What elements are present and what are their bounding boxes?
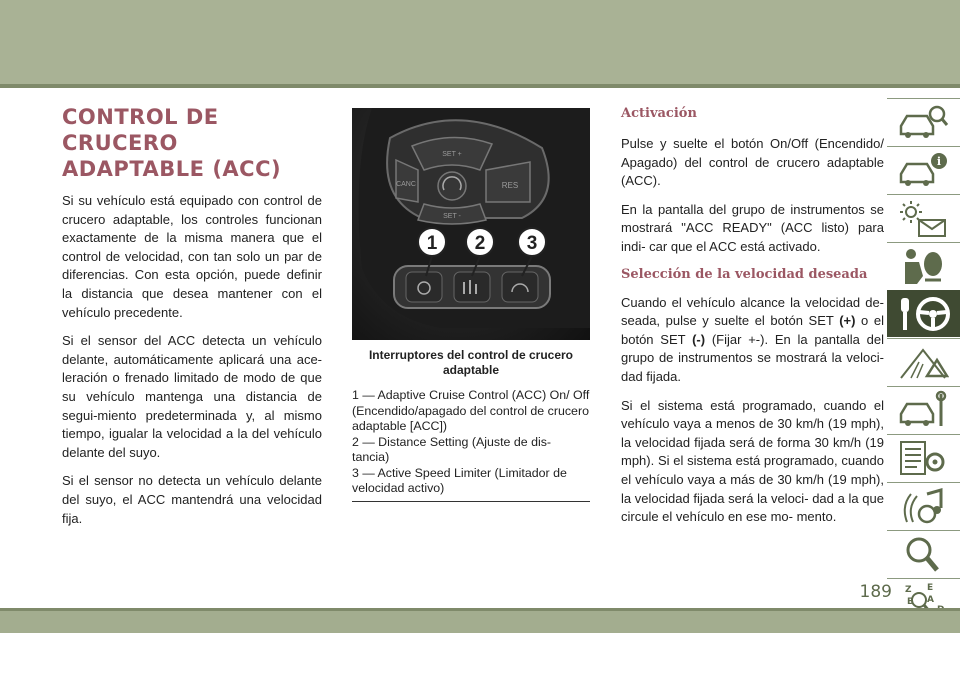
activation-paragraph-1: Pulse y suelte el botón On/Off (Encendido/ Apagado) del control de crucero adaptable (ACC). — [621, 136, 884, 189]
callout-2-number: 2 — [474, 233, 486, 254]
speed-text-a: Cuando el vehículo alcance la velocidad de- seada, pulse y suelte el botón SET — [621, 294, 884, 329]
index-letter-a: A — [927, 595, 934, 605]
activation-heading: Activación — [621, 106, 697, 121]
speed-text-c: (Fijar +-). En la pantalla del grupo de instrumentos se mostrará la veloci- dad fijada. — [621, 331, 884, 384]
road-warning-triangle-icon — [897, 342, 949, 382]
header-band — [0, 0, 960, 84]
res-label: RES — [501, 181, 519, 190]
callout-3-number: 3 — [526, 233, 538, 254]
sensor-detect-paragraph: Si el sensor del ACC detecta un vehículo delante, automáticamente aplicará una ace-leración o frenado limitado de modo de que su vehículo mantenga una distancia de segui-miento predeterminada y, al mismo tiempo, igualar la velocidad a la del vehículo delante del suyo. — [62, 333, 322, 460]
set-plus-text: (+) — [839, 313, 856, 329]
figure-caption-item-2: 2 — Distance Setting (Ajuste de dis- tancia) — [352, 434, 552, 464]
tab-servicing[interactable] — [887, 386, 960, 433]
tab-warning-lights[interactable] — [887, 194, 960, 241]
index-letter-b: B — [907, 597, 914, 607]
set-plus-label: SET + — [442, 151, 462, 158]
steering-wheel-switches-illustration — [352, 108, 590, 340]
tab-specifications[interactable] — [887, 434, 960, 481]
set-minus-label: SET - — [443, 213, 461, 220]
header-rule — [0, 84, 960, 88]
sensor-no-detect-paragraph: Si el sensor no detecta un vehículo delante del suyo, el ACC mantendrá una velocidad fija. — [62, 473, 322, 526]
figure-caption-item-3: 3 — Active Speed Limiter (Limitador de velocidad activo) — [352, 465, 567, 495]
tab-safety[interactable] — [887, 242, 960, 289]
figure-caption-item-1: 1 — Adaptive Cruise Control (ACC) On/ Off (Encendido/apagado del control de crucero adaptable [ACC]) — [352, 388, 590, 433]
index-letter-z: Z — [905, 585, 912, 595]
acc-onoff-button — [406, 272, 442, 302]
key-steering-wheel-icon — [897, 294, 953, 334]
main-text-column — [62, 104, 322, 538]
right-text-column — [621, 106, 884, 537]
tab-multimedia[interactable] — [887, 482, 960, 529]
speed-limiter-button — [502, 272, 538, 302]
speed-text-b: o el botón SET — [621, 313, 885, 347]
music-navigation-icon — [897, 486, 949, 526]
search-icon — [897, 534, 949, 574]
canc-label: CANC — [396, 181, 416, 188]
callout-1-number: 1 — [426, 233, 438, 254]
tab-car-info[interactable] — [887, 146, 960, 193]
tab-car-inspection[interactable] — [887, 98, 960, 145]
footer-area — [0, 633, 960, 678]
figure-column — [352, 108, 590, 502]
list-gear-icon — [897, 438, 949, 478]
steering-wheel-photo — [352, 108, 590, 340]
car-info-icon — [897, 150, 949, 190]
activation-paragraph-2: En la pantalla del grupo de instrumentos se mostrará "ACC READY" (ACC listo) para indi- car que el ACC está activado. — [621, 201, 884, 254]
distance-setting-button — [454, 272, 490, 302]
speed-selection-heading: Selección de la velocidad deseada — [621, 266, 868, 282]
section-title-line-2: ADAPTABLE (ACC) — [62, 157, 282, 181]
page-number: 189 — [859, 582, 892, 602]
speed-selection-paragraph-1 — [621, 294, 884, 387]
speed-selection-paragraph-2: Si el sistema está programado, cuando el vehículo vaya a menos de 30 km/h (19 mph), la velocidad fijada será de forma 30 km/h (19 mph). Si el sistema está programado, cuando el vehículo vaya a más de 30 km/h (19 mph), la velocidad fijada será la veloci- dad a la que circule el vehículo en ese mo- mento. — [621, 397, 884, 525]
index-letter-e: E — [927, 583, 934, 593]
section-title — [62, 104, 322, 182]
warning-light-envelope-icon — [897, 198, 949, 238]
car-wrench-icon — [897, 390, 949, 430]
tab-emergency[interactable] — [887, 338, 960, 385]
figure-caption-title: Interruptores del control de crucero adaptable — [368, 348, 574, 377]
footer-band — [0, 611, 960, 633]
passenger-airbag-icon — [897, 246, 949, 286]
car-magnifier-icon — [897, 102, 949, 142]
set-minus-text: (-) — [692, 331, 706, 347]
tab-starting-operating[interactable] — [887, 290, 960, 337]
chapter-tab-strip — [887, 98, 960, 626]
section-title-line-1: CONTROL DE CRUCERO — [62, 105, 219, 155]
intro-paragraph: Si su vehículo está equipado con control de crucero adaptable, los controles funcionan exactamente de la misma manera que el control de velocidad, con tan solo un par de diferencias. Con esta opción, puede definir la distancia que desea mantener con el vehículo precedente. — [62, 193, 322, 320]
tab-search[interactable] — [887, 530, 960, 577]
svg-text:i: i — [936, 155, 942, 168]
caption-rule — [352, 501, 590, 502]
